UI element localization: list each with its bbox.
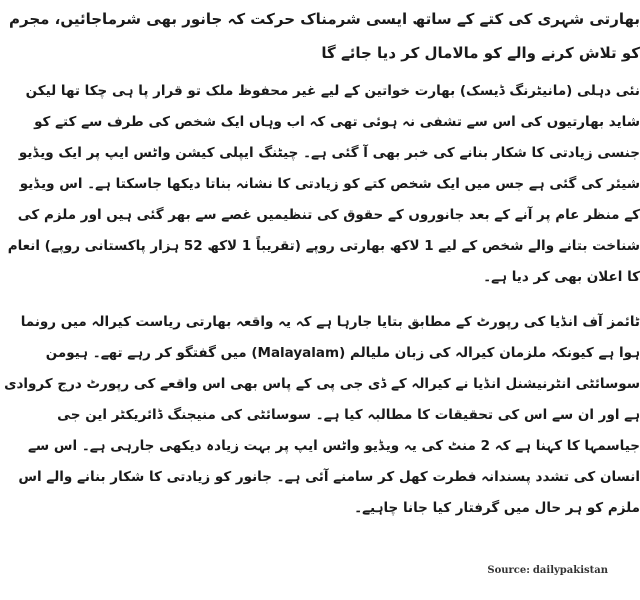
source-site: dailypakistan (532, 565, 608, 576)
article-paragraph-1: نئی دہلی (مانیٹرنگ ڈیسک) بھارت خواتین کے لیے غیر محفوظ ملک تو قرار پا ہی چکا تھا لیکن شاید بھارتیوں کی اس سے تشفی نہ ہوئی تھی کہ اب وہاں ایک شخص کی طرف سے کتے کو جنسی زیادتی کا شکار بنانے کی خبر بھی آ گئی ہے۔ چیٹنگ ایپلی کیشن واٹس ایپ پر ایک ویڈیو شیئر کی گئی ہے جس میں ایک شخص کتے کو زیادتی کا نشانہ بناتا دیکھا جاسکتا ہے۔ اس ویڈیو کے منظر عام پر آنے کے بعد جانوروں کے حقوق کی تنظیمیں غصے سے بھر گئی ہیں اور ملزم کی شناخت بتانے والے شخص کے لیے 1 لاکھ بھارتی روپے (تقریباً 1 لاکھ 52 ہزار پاکستانی روپے) انعام کا اعلان بھی کر دیا ہے۔ (7, 83, 640, 285)
source-label: Source: (487, 565, 530, 576)
source-credit (487, 565, 608, 576)
article-paragraph-2: ٹائمز آف انڈیا کی رپورٹ کے مطابق بتایا جارہا ہے کہ یہ واقعہ بھارتی ریاست کیرالہ میں رونما ہوا ہے کیونکہ ملزمان کیرالہ کی زبان ملیالم (Malayalam) میں گفتگو کر رہے تھے۔ ہیومن سوسائٹی انٹرنیشنل انڈیا نے کیرالہ کے ڈی جی پی کے پاس بھی اس واقعے کی رپورٹ درج کروادی ہے اور ان سے اس کی تحقیقات کا مطالبہ کیا ہے۔ سوسائٹی کی منیجنگ ڈائریکٹر این جی جیاسمہا کا کہنا ہے کہ 2 منٹ کی یہ ویڈیو واٹس ایپ پر بہت زیادہ دیکھی جارہی ہے۔ اس سے انسان کی تشدد پسندانہ فطرت کھل کر سامنے آئی ہے۔ جانور کو زیادتی کا شکار بنانے والے اس ملزم کو ہر حال میں گرفتار کیا جانا چاہیے۔ (4, 314, 640, 516)
article-headline: بھارتی شہری کی کتے کے ساتھ ایسی شرمناک حرکت کہ جانور بھی شرماجائیں، مجرم کو تلاش کرنے والے کو مالامال کر دیا جائے گا (9, 10, 640, 62)
